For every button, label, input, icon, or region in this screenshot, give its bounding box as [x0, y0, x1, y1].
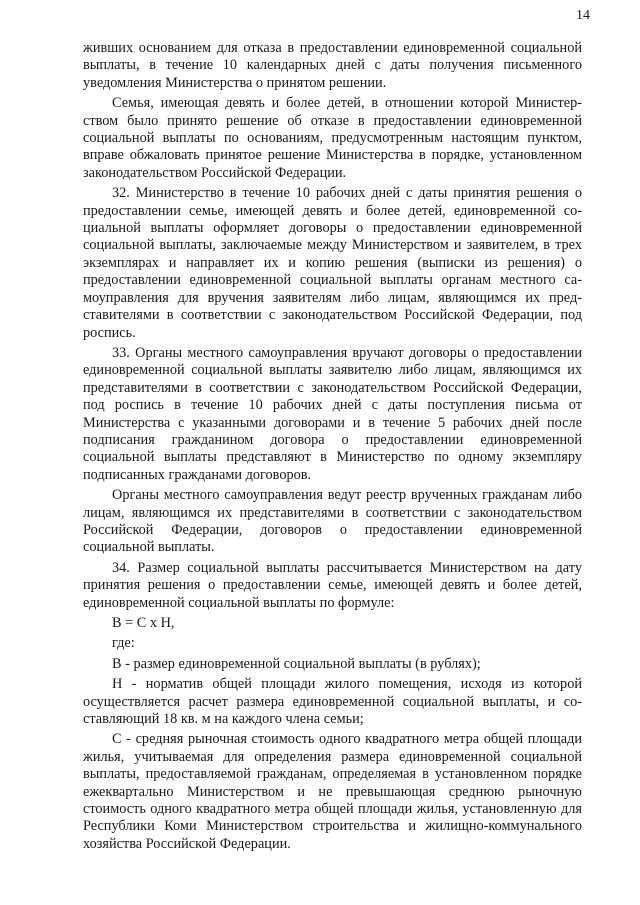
definition-c: С - средняя рыночная стоимость одного квадратного метра общей площади жилья, учитываемая для определения размера единовременной социальной выплаты, предоставляемой гражданам, определяемая в установленном порядке ежеквартально Министерством и не превышающая среднюю рыночную стоимость одного квадратного метра общей площади жилья, установленную для Республики Коми Министерством строительства и жилищно-коммунального хозяйства Российской Федерации.	[83, 731, 582, 852]
definition-b: В - размер единовременной социальной выплаты (в рублях);	[112, 655, 481, 672]
paragraph-appeal-right: Семья, имеющая девять и более детей, в отношении которой Министерством было принято решение об отказе в предоставлении единовременной социальной выплаты по основаниям, предусмотренным настоящим пунктом, вправе обжаловать принятое решение Министерства в порядке, установленном законодательством Российской Федерации.	[83, 95, 582, 181]
document-body	[83, 40, 582, 856]
definition-n: Н - норматив общей площади жилого помещения, исходя из которой осуществляется расчет размера единовременной социальной выплаты, и составляющий 18 кв. м на каждого члена семьи;	[83, 676, 582, 728]
paragraph-item-33: 33. Органы местного самоуправления вручают договоры о предоставлении единовременной социальной выплаты заявителю либо лицам, являющимся их представителями в соответствии с законодательством Российской Федерации, под роспись в течение 10 рабочих дней с даты поступления письма от Министерства с указанными договорами и в течение 5 рабочих дней после подписания гражданином договора о предоставлении единовременной социальной выплаты представляют в Министерство по одному экземпляру подписанных гражданами договоров.	[83, 344, 582, 483]
formula-where: где:	[112, 635, 135, 652]
paragraph-item-32: 32. Министерство в течение 10 рабочих дней с даты принятия решения о предоставлении семье, имеющей девять и более детей, единовременной социальной выплаты оформляет договоры о предоставлении единовременной социальной выплаты, заключаемые между Министерством и заявителем, в трех экземплярах и направляет их и копию решения (выписки из решения) о предоставлении единовременной социальной выплаты органам местного самоуправления для вручения заявителям либо лицам, являющимся их представителями в соответствии с законодательством Российской Федерации, под роспись.	[83, 185, 582, 341]
paragraph-registry: Органы местного самоуправления ведут реестр врученных гражданам либо лицам, являющимся их представителями в соответствии с законодательством Российской Федерации, договоров о предоставлении единовременной социальной выплаты.	[83, 487, 582, 556]
page-number: 14	[576, 8, 590, 23]
paragraph-item-34: 34. Размер социальной выплаты рассчитывается Министерством на дату принятия решения о предоставлении семье, имеющей девять и более детей, единовременной социальной выплаты по формуле:	[83, 559, 582, 611]
formula: В = С х Н,	[112, 615, 175, 631]
paragraph-continuation: живших основанием для отказа в предоставлении единовременной социальной выплаты, в течение 10 календарных дней с даты получения письменного уведомления Министерства о принятом решении.	[83, 40, 582, 91]
